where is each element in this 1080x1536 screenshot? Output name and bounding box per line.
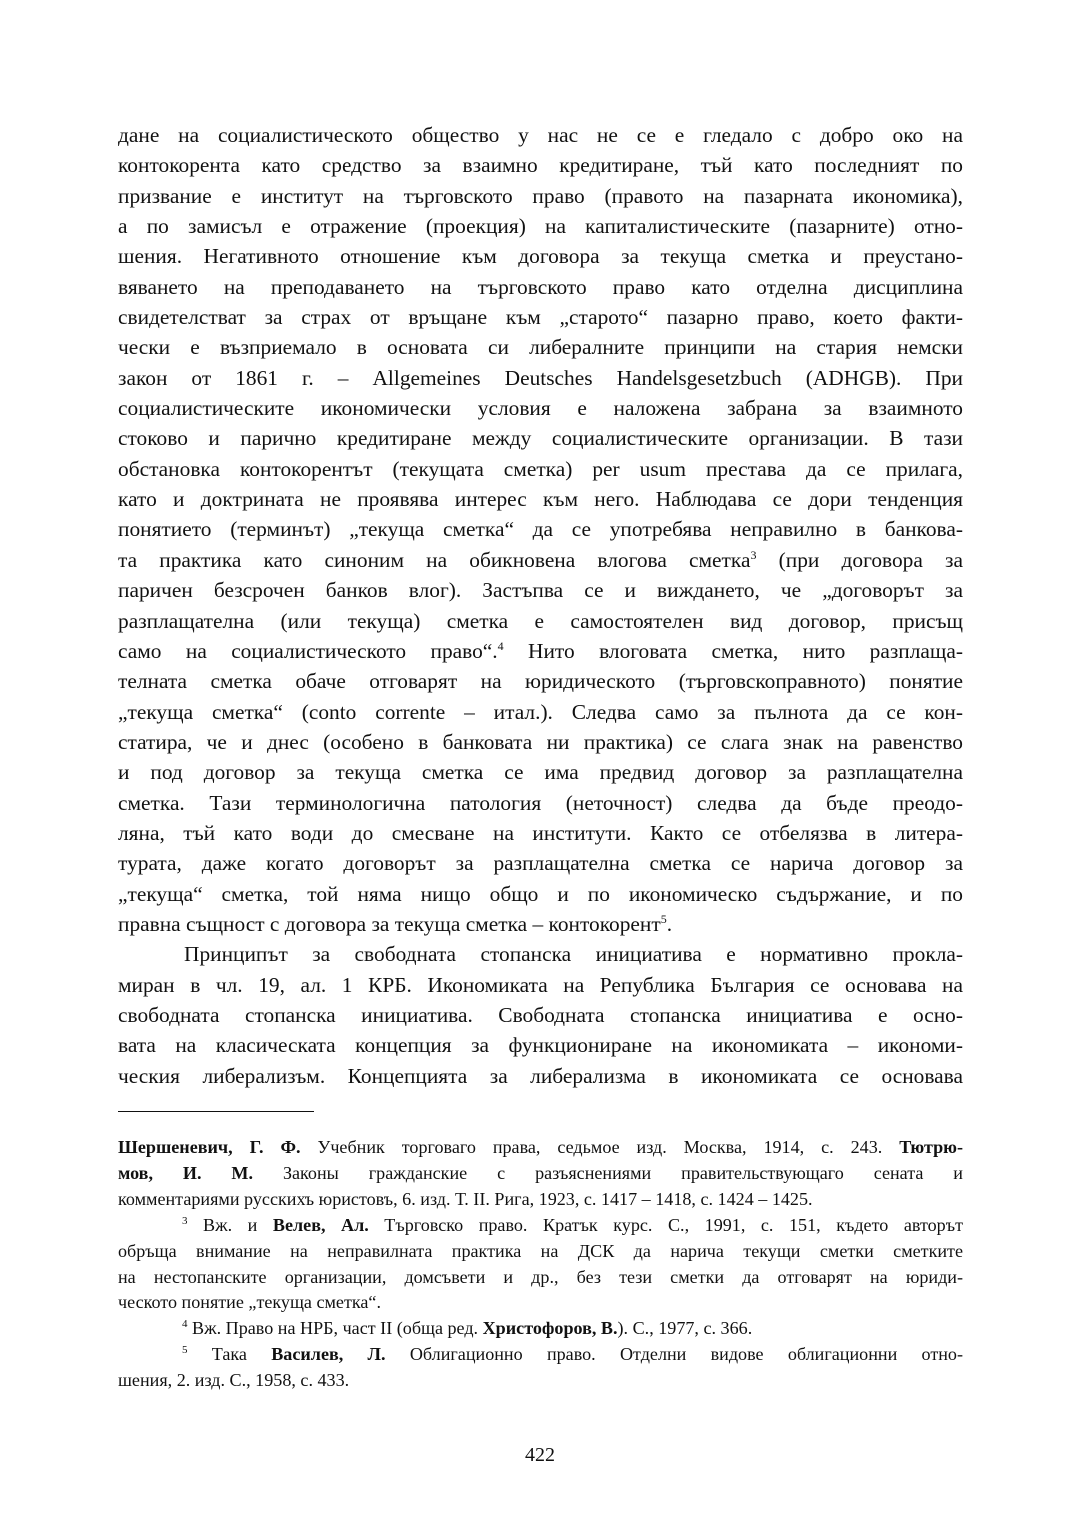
text-line: свободната стопанска инициатива. Свободната стопанска инициатива е осно-: [118, 1002, 963, 1027]
footnote-4: [118, 1316, 963, 1342]
text-line: шения. Негативното отношение към договора за текуща сметка и преустано-: [118, 244, 963, 269]
author-name: Христофоров, В.: [482, 1318, 618, 1339]
text-segment: ). С., 1977, с. 366.: [617, 1318, 753, 1339]
text-line: телната сметка обаче отговарят на юридическото (търговскоправното) понятие: [118, 669, 963, 694]
text-line: свидетелстват за страх от връщане към „старото“ пазарно право, което факти-: [118, 305, 963, 330]
text-line: миран в чл. 19, ал. 1 КРБ. Икономиката на Република България се основава на: [118, 972, 963, 997]
body-text: [118, 120, 963, 1091]
footnote-number: 5: [182, 1344, 188, 1357]
footnote-line: шения, 2. изд. С., 1958, с. 433.: [118, 1370, 350, 1391]
text-segment: та практика като синоним на обикновена влогова сметка: [118, 547, 751, 572]
text-line: сметка. Тази терминологична патология (неточност) следва да бъде преодо-: [118, 790, 963, 815]
text-line: разплащателна (или текуща) сметка е самостоятелен вид договор, присъщ: [118, 608, 963, 633]
text-line: [118, 636, 963, 666]
text-line: [118, 909, 963, 939]
text-segment: Облигационно право. Отделни видове облигационни отно-: [385, 1344, 964, 1365]
footnote-line: ческото понятие „текуща сметка“.: [118, 1292, 381, 1313]
author-name: мов, И. М.: [118, 1162, 254, 1183]
text-line: ческия либерализъм. Концепцията за либерализма в икономиката се основава: [118, 1063, 963, 1088]
author-name: Тютрю-: [899, 1137, 963, 1157]
paragraph-2: [118, 939, 963, 1091]
text-segment: Вж. и: [187, 1214, 273, 1235]
footnote-line: [118, 1135, 963, 1161]
footnote-line: [118, 1161, 963, 1187]
footnote-line: обръща внимание на неправилната практика на ДСК да нарича текущи сметки сметките: [118, 1240, 963, 1261]
text-segment: правна същност с договора за текуща сметка – контокорент: [118, 911, 661, 936]
footnote-line: на нестопанските организации, домсъвети и др., без тези сметки да отговарят на юриди-: [118, 1266, 963, 1287]
text-segment: Законы гражданские с разъяснениями правительствующаго сената и: [253, 1162, 963, 1183]
text-segment: Учебник торговаго права, седьмое изд. Москва, 1914, с. 243.: [300, 1137, 900, 1157]
footnote-line: комментариями русскихъ юристовъ, 6. изд. Т. II. Рига, 1923, с. 1417 – 1418, с. 1424 – 1425.: [118, 1188, 813, 1209]
text-line: дане на социалистическото общество у нас не се е гледало с добро око на: [118, 123, 963, 147]
text-line: и под договор за текуща сметка се има предвид договор за разплащателна: [118, 760, 963, 785]
text-line: понятието (терминът) „текуща сметка“ да се употребява неправилно в банкова-: [118, 517, 963, 542]
footnote-separator: [118, 1111, 314, 1112]
paragraph-1: [118, 120, 963, 939]
text-line: ляна, тъй като води до смесване на институти. Както се отбелязва в литера-: [118, 820, 963, 845]
footnote-ref-4: 4: [497, 638, 504, 653]
footnote-5: [118, 1342, 963, 1368]
text-segment: Вж. Право на НРБ, част II (обща ред.: [187, 1318, 483, 1339]
author-name: Велев, Ал.: [272, 1214, 369, 1235]
text-line: паричен безсрочен банков влог). Застъпва се и виждането, че „договорът за: [118, 578, 963, 603]
text-segment: Така: [187, 1344, 272, 1365]
author-name: Василев, Л.: [271, 1344, 386, 1365]
text-line: като и доктрината не проявява интерес към него. Наблюдава се дори тенденция: [118, 487, 963, 512]
text-line: Принципът за свободната стопанска инициатива е нормативно прокла-: [184, 942, 963, 967]
text-segment: (при договора за: [756, 547, 963, 572]
footnote-ref-3: 3: [750, 547, 757, 562]
text-segment: .: [666, 911, 673, 936]
footnote-number: 3: [182, 1214, 188, 1227]
text-line: закон от 1861 г. – Allgemeines Deutsches Handelsgesetzbuch (ADHGB). При: [118, 365, 963, 390]
text-line: стоково и парично кредитиране между социалистическите организации. В тази: [118, 426, 963, 451]
text-line: „текуща сметка“ (conto corrente – итал.). Следва само за пълнота да се кон-: [118, 699, 963, 724]
footnotes: [118, 1135, 963, 1394]
text-line: вата на класическата концепция за функциониране на икономиката – икономи-: [118, 1033, 963, 1058]
footnote-ref-5: 5: [660, 911, 667, 926]
text-line: социалистическите икономически условия е наложена забрана за взаимното: [118, 396, 963, 421]
text-line: а по замисъл е отражение (проекция) на капиталистическите (пазарните) отно-: [118, 214, 963, 239]
text-segment: Търговско право. Кратък курс. С., 1991, с. 151, където авторът: [368, 1214, 963, 1235]
page-number: 422: [525, 1444, 555, 1466]
footnote-3: [118, 1213, 963, 1239]
text-line: обстановка контокорентът (текущата сметка) per usum престава да се прилага,: [118, 456, 963, 481]
text-line: контокорента като средство за взаимно кредитиране, тъй като последният по: [118, 153, 963, 178]
text-line: „текуща“ сметка, той няма нищо общо и по икономическо съдържание, и по: [118, 881, 963, 906]
text-line: [118, 545, 963, 575]
text-line: вяването на преподаването на търговското право като отделна дисциплина: [118, 274, 963, 299]
text-line: чески е възприемало в основата си либералните принципи на стария немски: [118, 335, 963, 360]
text-segment: само на социалистическото право“.: [118, 638, 498, 663]
footnote-number: 4: [182, 1318, 188, 1331]
text-line: статира, че и днес (особено в банковата ни практика) се слага знак на равенство: [118, 729, 963, 754]
text-line: турата, даже когато договорът за разплащателна сметка се нарича договор за: [118, 851, 963, 876]
text-line: призвание е институт на търговското право (правото на пазарната икономика),: [118, 183, 963, 208]
text-segment: Нито влоговата сметка, нито разплаща-: [503, 638, 964, 663]
author-name: Шершеневич, Г. Ф.: [118, 1137, 301, 1157]
